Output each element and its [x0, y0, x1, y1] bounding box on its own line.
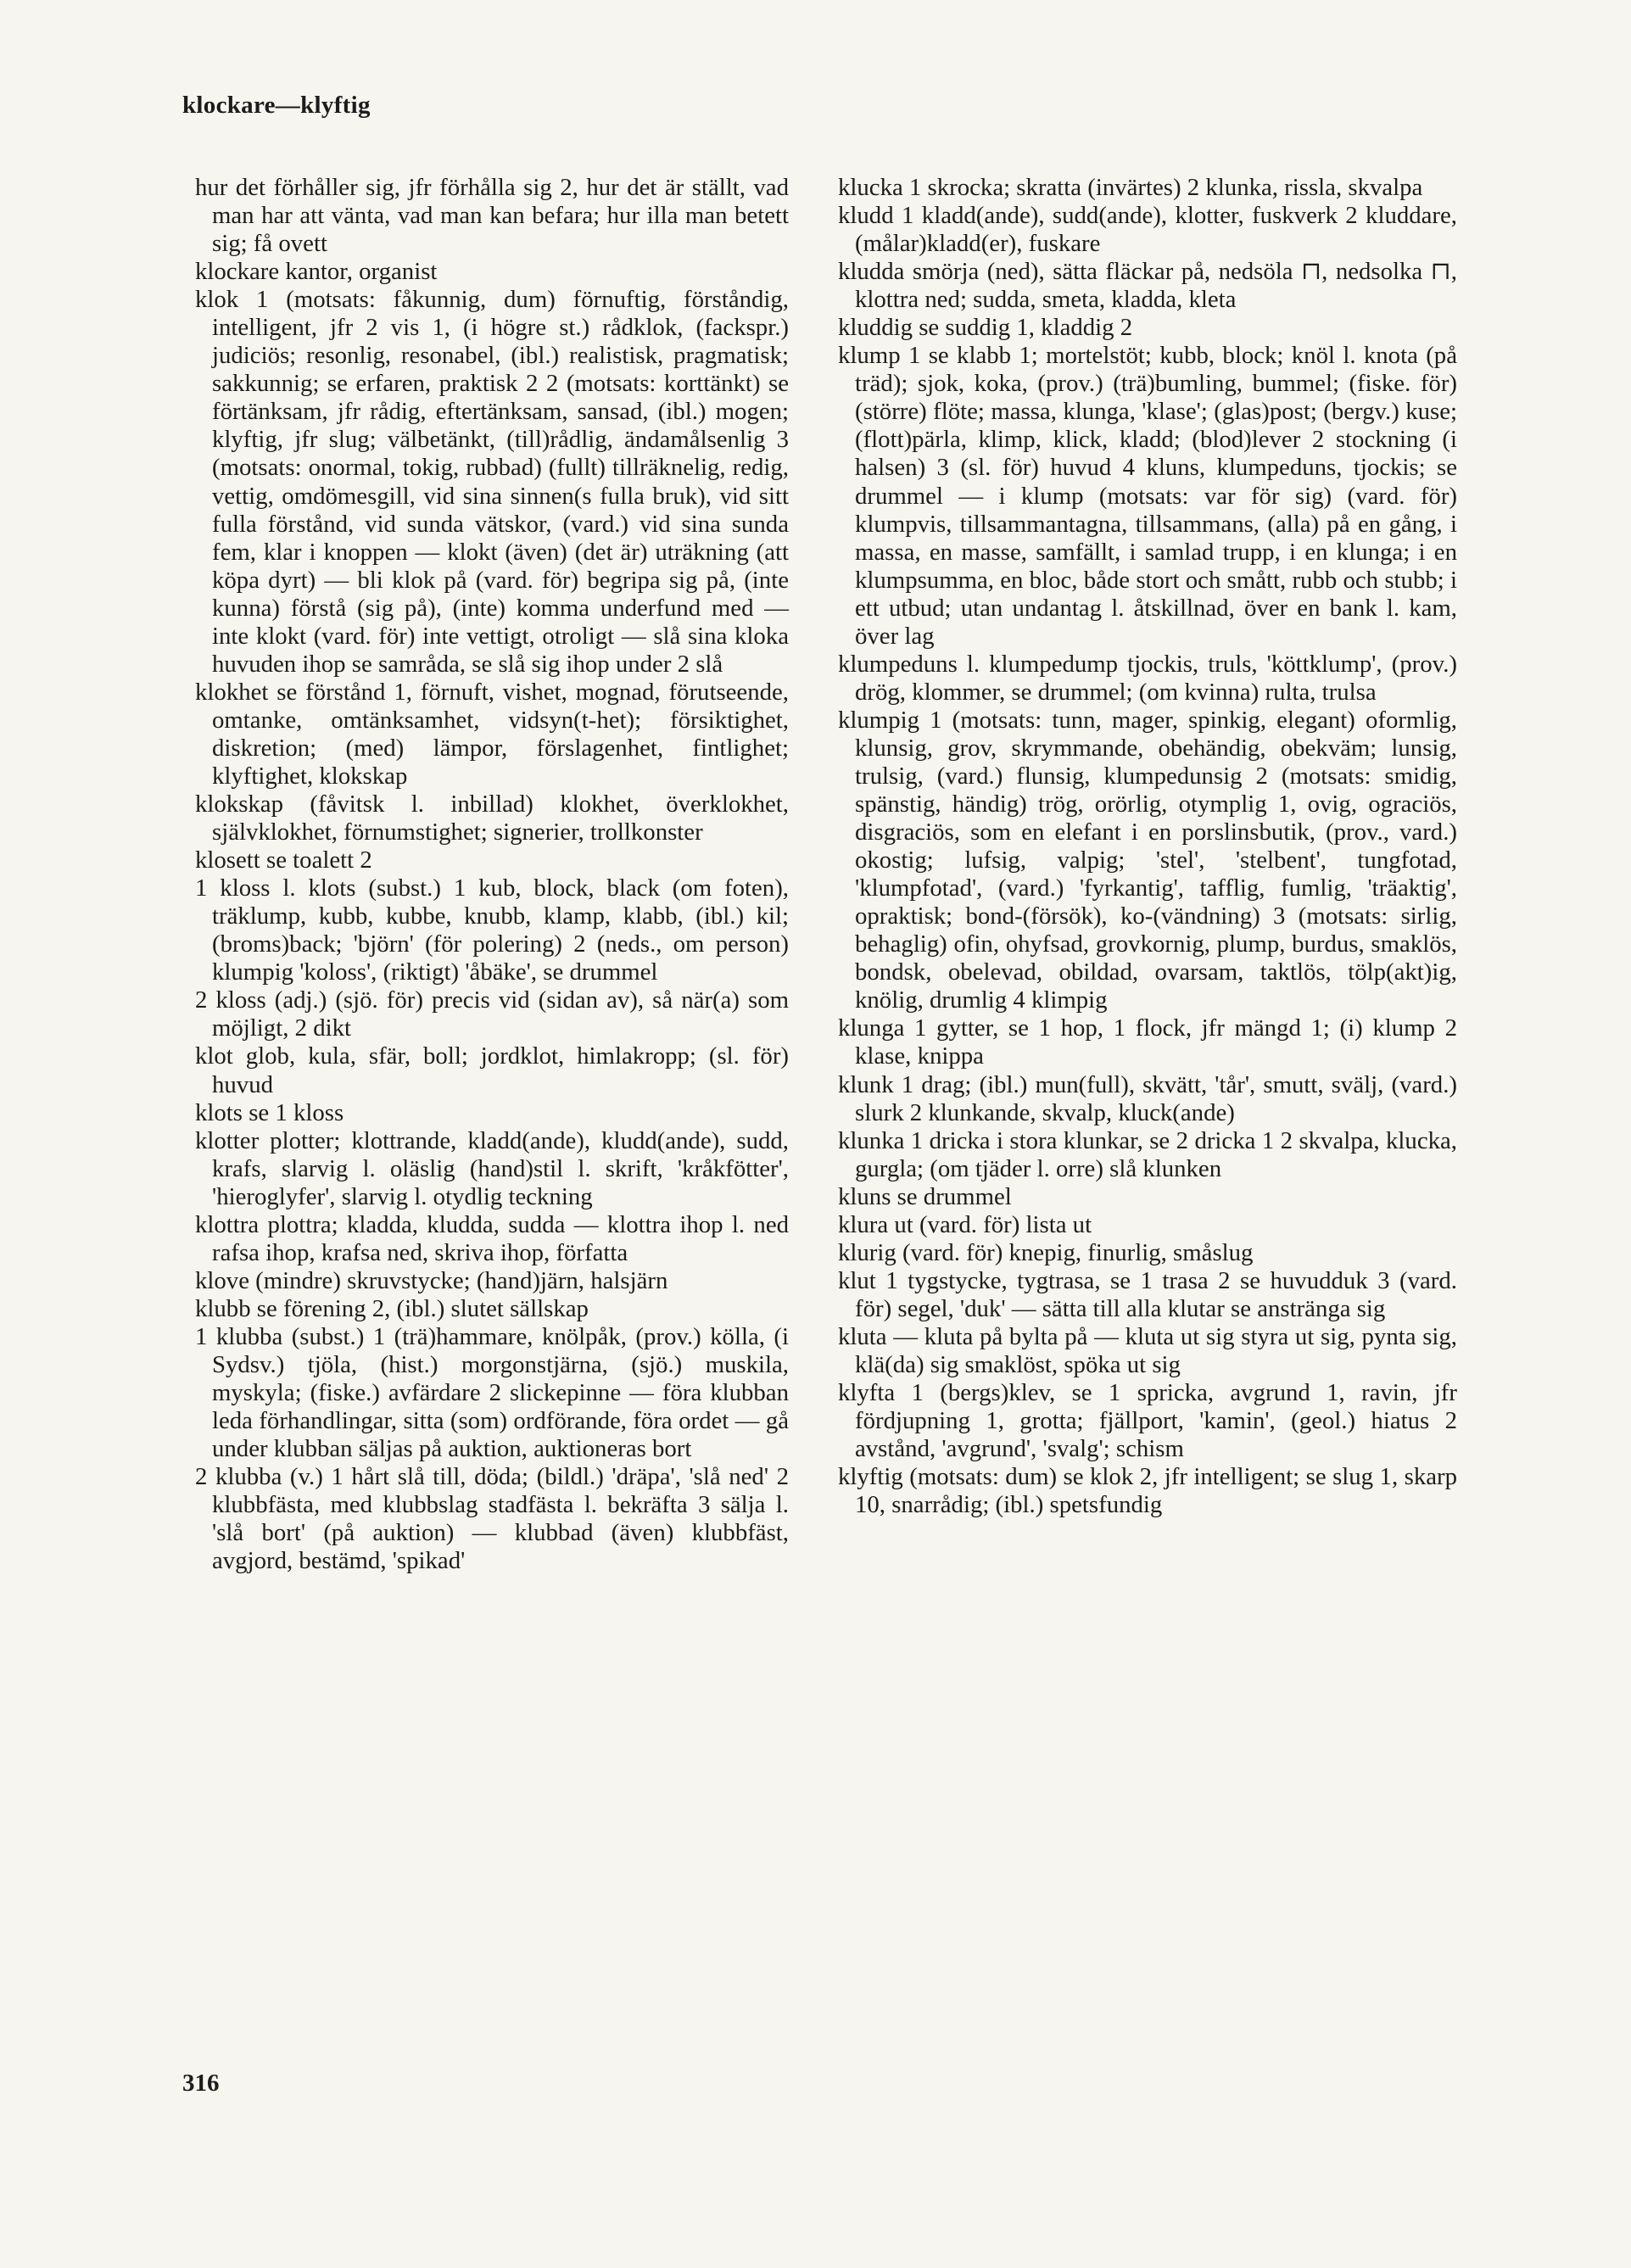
entry: 2 kloss (adj.) (sjö. för) precis vid (sidan av), så när(a) som möjligt, 2 dikt: [195, 986, 789, 1042]
left-column: [195, 174, 789, 1575]
entry: klove (mindre) skruvstycke; (hand)järn, halsjärn: [195, 1266, 668, 1294]
entry: klunga 1 gytter, se 1 hop, 1 flock, jfr mängd 1; (i) klump 2 klase, knippa: [838, 1014, 1457, 1070]
entry: klunka 1 dricka i stora klunkar, se 2 dricka 1 2 skvalpa, klucka, gurgla; (om tjäder l. orre) slå klunken: [838, 1126, 1457, 1182]
running-head: klockare—klyftig: [182, 92, 371, 119]
entry: klucka 1 skrocka; skratta (invärtes) 2 klunka, rissla, skvalpa: [838, 174, 1423, 201]
entry: 1 kloss l. klots (subst.) 1 kub, block, black (om foten), träklump, kubb, kubbe, knubb, klamp, klabb, (ibl.) kil; (broms)back; 'björn' (för polering) 2 (neds., om person) klumpig 'koloss', (riktigt) 'åbäke', se drummel: [195, 874, 789, 986]
entry: klurig (vard. för) knepig, finurlig, småslug: [838, 1238, 1254, 1266]
entry: kluta — kluta på bylta på — kluta ut sig styra ut sig, pynta sig, klä(da) sig smaklöst, spöka ut sig: [838, 1322, 1457, 1378]
entry: 2 klubba (v.) 1 hårt slå till, döda; (bildl.) 'dräpa', 'slå ned' 2 klubbfästa, med klubbslag stadfästa l. bekräfta 3 sälja l. 'slå bort' (på auktion) — klubbad (även) klubbfäst, avgjord, bestämd, 'spikad': [195, 1463, 789, 1575]
entry: kluns se drummel: [838, 1182, 1012, 1210]
entry: klyftig (motsats: dum) se klok 2, jfr intelligent; se slug 1, skarp 10, snarrådig; (ibl.) spetsfundig: [838, 1463, 1457, 1519]
entry: klubb se förening 2, (ibl.) slutet sällskap: [195, 1294, 589, 1322]
entry: klut 1 tygstycke, tygtrasa, se 1 trasa 2 se huvudduk 3 (vard. för) segel, 'duk' — sätta till alla klutar se anstränga sig: [838, 1266, 1457, 1322]
entry: klot glob, kula, sfär, boll; jordklot, himlakropp; (sl. för) huvud: [195, 1042, 789, 1098]
entry: klosett se toalett 2: [195, 846, 372, 874]
entry: klotter plotter; klottrande, kladd(ande), kludd(ande), sudd, krafs, slarvig l. oläslig (hand)stil l. skrift, 'kråkfötter', 'hieroglyfer', slarvig l. otydlig teckning: [195, 1126, 789, 1210]
entry: klots se 1 kloss: [195, 1098, 344, 1126]
entry: 1 klubba (subst.) 1 (trä)hammare, knölpåk, (prov.) kölla, (i Sydsv.) tjöla, (hist.) morgonstjärna, (sjö.) muskila, myskyla; (fiske.) avfärdare 2 slickepinne — föra klubban leda förhandlingar, sitta (som) ordförande, föra ordet — gå under klubban säljas på auktion, auktioneras bort: [195, 1322, 789, 1463]
entry: klockare kantor, organist: [195, 258, 438, 286]
entry: klunk 1 drag; (ibl.) mun(full), skvätt, 'tår', smutt, svälj, (vard.) slurk 2 klunkande, skvalp, kluck(ande): [838, 1070, 1457, 1126]
entry: hur det förhåller sig, jfr förhålla sig 2, hur det är ställt, vad man har att vänta, vad man kan befara; hur illa man betett sig; få ovett: [195, 174, 789, 258]
entry: klok 1 (motsats: fåkunnig, dum) förnuftig, förståndig, intelligent, jfr 2 vis 1, (i högre st.) rådklok, (fackspr.) judiciös; resonlig, resonabel, (ibl.) realistisk, pragmatisk; sakkunnig; se erfaren, praktisk 2 2 (motsats: korttänkt) se förtänksam, jfr rådig, eftertänksam, sansad, (ibl.) mogen; klyftig, jfr slug; välbetänkt, (till)rådlig, ändamålsenlig 3 (motsats: onormal, tokig, rubbad) (fullt) tillräknelig, redig, vettig, omdömesgill, vid sina sinnen(s fulla bruk), vid sitt fulla förstånd, vid sunda vätskor, (vard.) vid sina sunda fem, klar i knoppen — klokt (även) (det är) uträkning (att köpa dyrt) — bli klok på (vard. för) begripa sig på, (inte kunna) förstå (sig på), (inte) komma underfund med — inte klokt (vard. för) inte vettigt, otroligt — slå sina kloka huvuden ihop se samråda, se slå sig ihop under 2 slå: [195, 286, 789, 678]
entry: klottra plottra; kladda, kludda, sudda — klottra ihop l. ned rafsa ihop, krafsa ned, skriva ihop, författa: [195, 1210, 789, 1266]
entry: klumpeduns l. klumpedump tjockis, truls, 'köttklump', (prov.) drög, klommer, se drummel; (om kvinna) rulta, trulsa: [838, 650, 1457, 706]
entry: klump 1 se klabb 1; mortelstöt; kubb, block; knöl l. knota (på träd); sjok, koka, (prov.) (trä)bumling, bummel; (fiske. för) (större) flöte; massa, klunga, 'klase'; (glas)post; (bergv.) kuse; (flott)pärla, klimp, klick, kladd; (blod)lever 2 stockning (i halsen) 3 (sl. för) huvud 4 kluns, klumpeduns, tjockis; se drummel — i klump (motsats: var för sig) (vard. för) klumpvis, tillsammantagna, tillsammans, (alla) på en gång, i massa, en masse, samfällt, i samlad trupp, i en klunga; i en klumpsumma, en bloc, både stort och smått, rubb och stubb; i ett utbud; utan undantag l. åtskillnad, över en bank l. kam, över lag: [838, 342, 1457, 650]
entry: klokhet se förstånd 1, förnuft, vishet, mognad, förutseende, omtanke, omtänksamhet, vidsyn(t-het); försiktighet, diskretion; (med) lämpor, förslagenhet, fintlighet; klyftighet, klokskap: [195, 678, 789, 790]
right-column: [838, 174, 1457, 1519]
entry: klumpig 1 (motsats: tunn, mager, spinkig, elegant) oformlig, klunsig, grov, skrymmande, obehändig, obekväm; lunsig, trulsig, (vard.) flunsig, klumpedunsig 2 (motsats: smidig, spänstig, händig) trög, orörlig, otymplig 1, ovig, ograciös, disgraciös, som en elefant i en porslinsbutik, (prov., vard.) okostig; lufsig, valpig; 'stel', 'stelbent', tungfotad, 'klumpfotad', (vard.) 'fyrkantig', tafflig, fumlig, 'träaktig', opraktisk; bond-(försök), ko-(vändning) 3 (motsats: sirlig, behaglig) ofin, ohyfsad, grovkornig, plump, burdus, smaklös, bondsk, obelevad, obildad, ovarsam, taktlös, tölp(akt)ig, knölig, drumlig 4 klimpig: [838, 706, 1457, 1014]
entry: kludda smörja (ned), sätta fläckar på, nedsöla ⊓, nedsolka ⊓, klottra ned; sudda, smeta, kladda, kleta: [838, 258, 1457, 314]
entry: kludd 1 kladd(ande), sudd(ande), klotter, fuskverk 2 kluddare, (målar)kladd(er), fuskare: [838, 202, 1457, 258]
entry: klyfta 1 (bergs)klev, se 1 spricka, avgrund 1, ravin, jfr fördjupning 1, grotta; fjällport, 'kamin', (geol.) hiatus 2 avstånd, 'avgrund', 'svalg'; schism: [838, 1379, 1457, 1463]
entry: klokskap (fåvitsk l. inbillad) klokhet, överklokhet, självklokhet, förnumstighet; signerier, trollkonster: [195, 790, 789, 846]
entry: kluddig se suddig 1, kladdig 2: [838, 314, 1133, 342]
entry: klura ut (vard. för) lista ut: [838, 1210, 1092, 1238]
page-number: 316: [182, 2070, 220, 2097]
